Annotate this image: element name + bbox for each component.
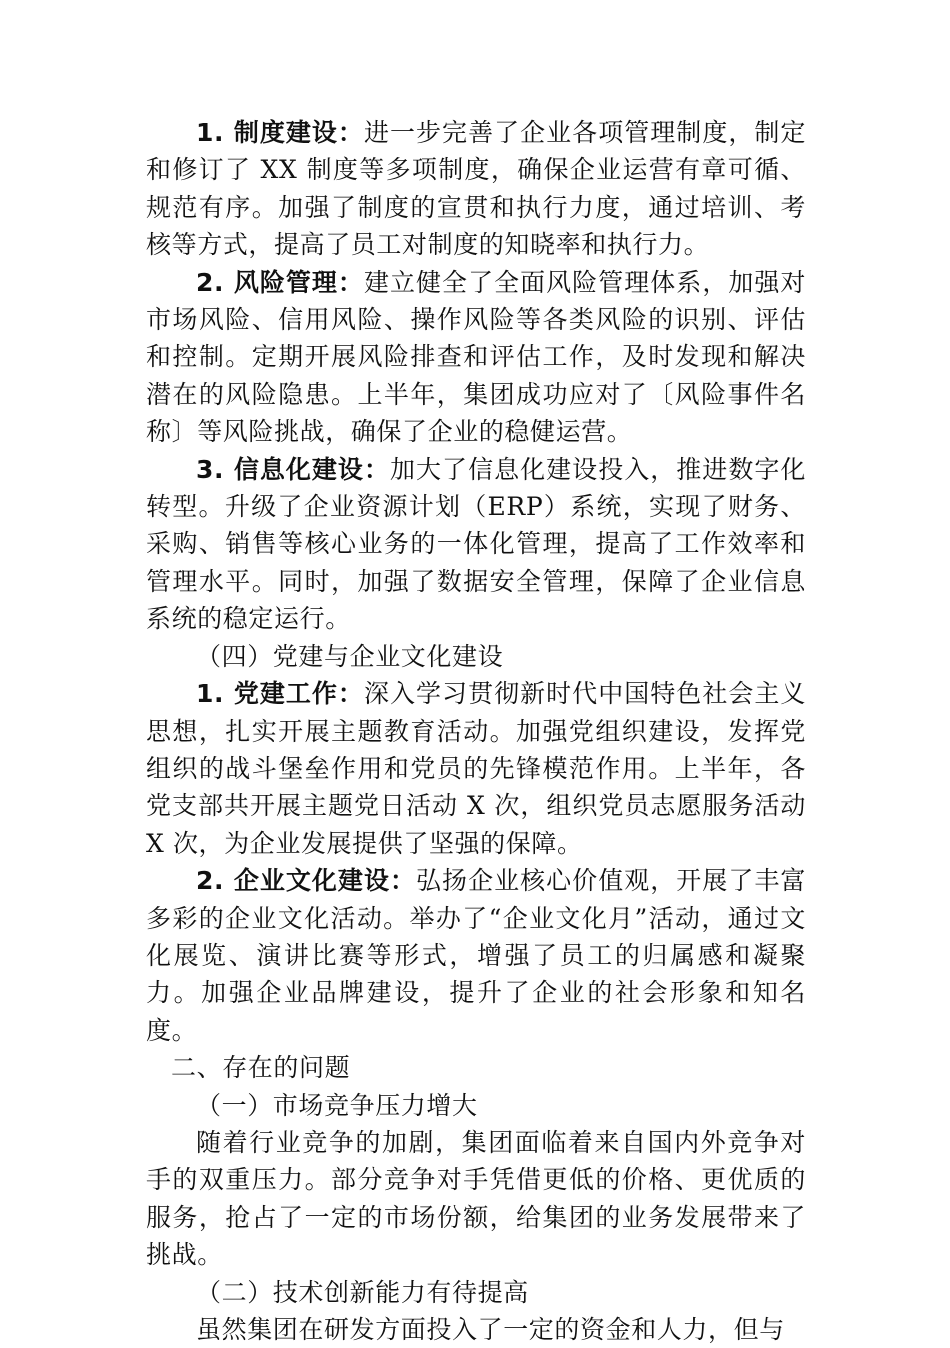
paragraph-market-competition: 随着行业竞争的加剧，集团面临着来自国内外竞争对手的双重压力。部分竞争对手凭借更低的价格、更优质的服务，抢占了一定的市场份额，给集团的业务发展带来了挑战。 xyxy=(146,1127,806,1270)
paragraph-text: 深入学习贯彻新时代中国特色社会主义思想，扎实开展主题教育活动。加强党组织建设，发挥党组织的战斗堡垒作用和党员的先锋模范作用。上半年，各党支部共开展主题党日活动 X 次，组织党员志愿服务活动 X 次，为企业发展提供了坚强的保障。 xyxy=(146,679,806,858)
paragraph-tech-innovation: 虽然集团在研发方面投入了一定的资金和人力，但与 xyxy=(196,1315,785,1344)
paragraph-it-construction xyxy=(146,451,806,638)
paragraph-text: 弘扬企业核心价值观，开展了丰富多彩的企业文化活动。举办了“企业文化月”活动，通过文化展览、演讲比赛等形式，增强了员工的归属感和凝聚力。加强企业品牌建设，提升了企业的社会形象和知名度。 xyxy=(146,866,806,1045)
paragraph-corporate-culture xyxy=(146,862,806,1049)
subheading-party-culture: （四）党建与企业文化建设 xyxy=(196,641,504,671)
paragraph-risk-management xyxy=(146,264,806,451)
subheading-market-competition: （一）市场竞争压力增大 xyxy=(196,1090,478,1120)
paragraph-text: 建立健全了全面风险管理体系，加强对市场风险、信用风险、操作风险等各类风险的识别、评估和控制。定期开展风险排查和评估工作，及时发现和解决潜在的风险隐患。上半年，集团成功应对了〔风险事件名称〕等风险挑战，确保了企业的稳健运营。 xyxy=(146,267,806,447)
heading-existing-problems: 二、存在的问题 xyxy=(171,1053,351,1083)
paragraph-text: 加大了信息化建设投入，推进数字化转型。升级了企业资源计划（ERP）系统，实现了财务、采购、销售等核心业务的一体化管理，提高了工作效率和管理水平。同时，加强了数据安全管理，保障了企业信息系统的稳定运行。 xyxy=(146,454,806,634)
paragraph-lead: 2. 企业文化建设： xyxy=(196,866,417,896)
paragraph-lead: 1. 制度建设： xyxy=(196,118,364,147)
paragraph-party-work xyxy=(146,675,806,862)
paragraph-lead: 2. 风险管理： xyxy=(196,267,364,297)
paragraph-lead: 3. 信息化建设： xyxy=(196,454,390,484)
paragraph-lead: 1. 党建工作： xyxy=(196,679,364,709)
paragraph-text: 进一步完善了企业各项管理制度，制定和修订了 XX 制度等多项制度，确保企业运营有章可循、规范有序。加强了制度的宣贯和执行力度，通过培训、考核等方式，提高了员工对制度的知晓率和执行力。 xyxy=(146,118,806,260)
paragraph-system-building xyxy=(146,114,806,264)
subheading-tech-innovation: （二）技术创新能力有待提高 xyxy=(196,1277,529,1307)
document-body xyxy=(146,114,806,1348)
